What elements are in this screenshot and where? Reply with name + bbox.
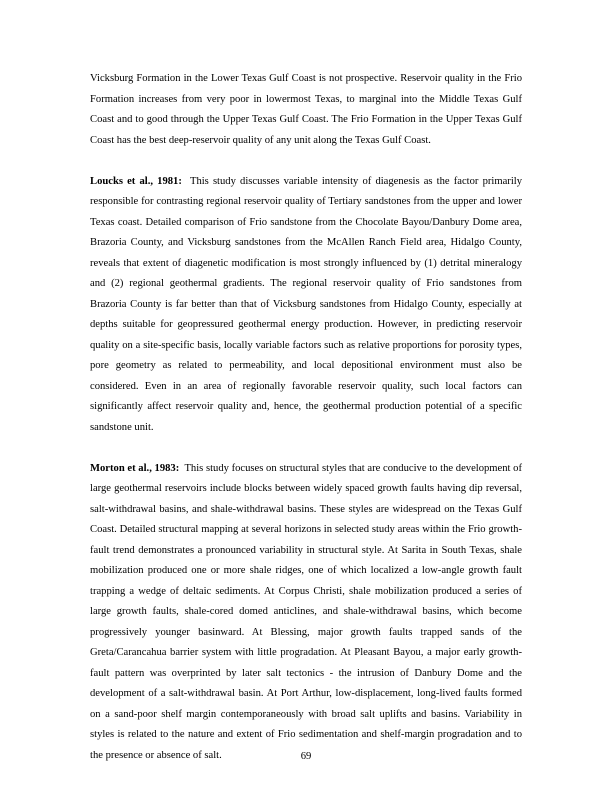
paragraph-spacer bbox=[90, 438, 522, 459]
page-number: 69 bbox=[300, 751, 312, 762]
paragraph-text: This study discusses variable intensity of diagenesis as the factor primarily responsible for contrasting regional reservoir quality of Tertiary sandstones from the upper and lower Texas coast. Detailed comparison of Frio sandstone from the Chocolate Bayou/Danbury Dome area, Brazoria County, and Vicksburg sandstones from the McAllen Ranch Field area, Hidalgo County, reveals that extent of diagenetic modification is most strongly influenced by (1) detrital mineralogy and (2) regional geothermal gradients. The regional reservoir quality of Frio sandstones from Brazoria County is far better than that of Vicksburg sandstones from Hidalgo County, especially at depths suitable for geopressured geothermal energy production. However, in predicting reservoir quality on a site-specific basis, locally variable factors such as relative proportions for porosity types, pore geometry as related to permeability, and local depositional environment must also be considered. Even in an area of regionally favorable reservoir quality, such local factors can significantly affect reservoir quality and, hence, the geothermal production potential of a specific sandstone unit. bbox=[90, 175, 523, 433]
body-text bbox=[90, 69, 522, 766]
citation-heading: Loucks et al., 1981: bbox=[90, 175, 182, 187]
paragraph-spacer bbox=[90, 151, 522, 172]
paragraph-vicksburg-frio bbox=[90, 69, 522, 151]
paragraph-morton-1983 bbox=[90, 459, 522, 767]
citation-heading: Morton et al., 1983: bbox=[90, 462, 180, 474]
paragraph-loucks-1981 bbox=[90, 172, 522, 439]
paragraph-text: Vicksburg Formation in the Lower Texas Gulf Coast is not prospective. Reservoir quality in the Frio Formation increases from very poor in lowermost Texas, to marginal into the Middle Texas Gulf Coast and to good through the Upper Texas Gulf Coast. The Frio Formation in the Upper Texas Gulf Coast has the best deep-reservoir quality of any unit along the Texas Gulf Coast. bbox=[90, 73, 522, 146]
paragraph-text: This study focuses on structural styles that are conducive to the development of large geothermal reservoirs include blocks between widely spaced growth faults having dip reversal, salt-withdrawal basins, and shale-withdrawal basins. These styles are widespread on the Texas Gulf Coast. Detailed structural mapping at several horizons in selected study areas within the Frio growth-fault trend demonstrates a pronounced variability in structural style. At Sarita in South Texas, shale mobilization produced one or more shale ridges, one of which localized a low-angle growth fault trapping a wedge of deltaic sediments. At Corpus Christi, shale mobilization produced a series of large growth faults, shale-cored domed anticlines, and shale-withdrawal basins, which become progressively younger basinward. At Blessing, major growth faults trapped sands of the Greta/Carancahua barrier system with little progradation. At Pleasant Bayou, a major early growth-fault pattern was overprinted by later salt tectonics - the intrusion of Danbury Dome and the development of a salt-withdrawal basin. At Port Arthur, low-displacement, long-lived faults formed on a sand-poor shelf margin contemporaneously with broad salt uplifts and basins. Variability in styles is related to the nature and extent of Frio sedimentation and shelf-margin progradation and to the presence or absence of salt. bbox=[90, 462, 522, 761]
